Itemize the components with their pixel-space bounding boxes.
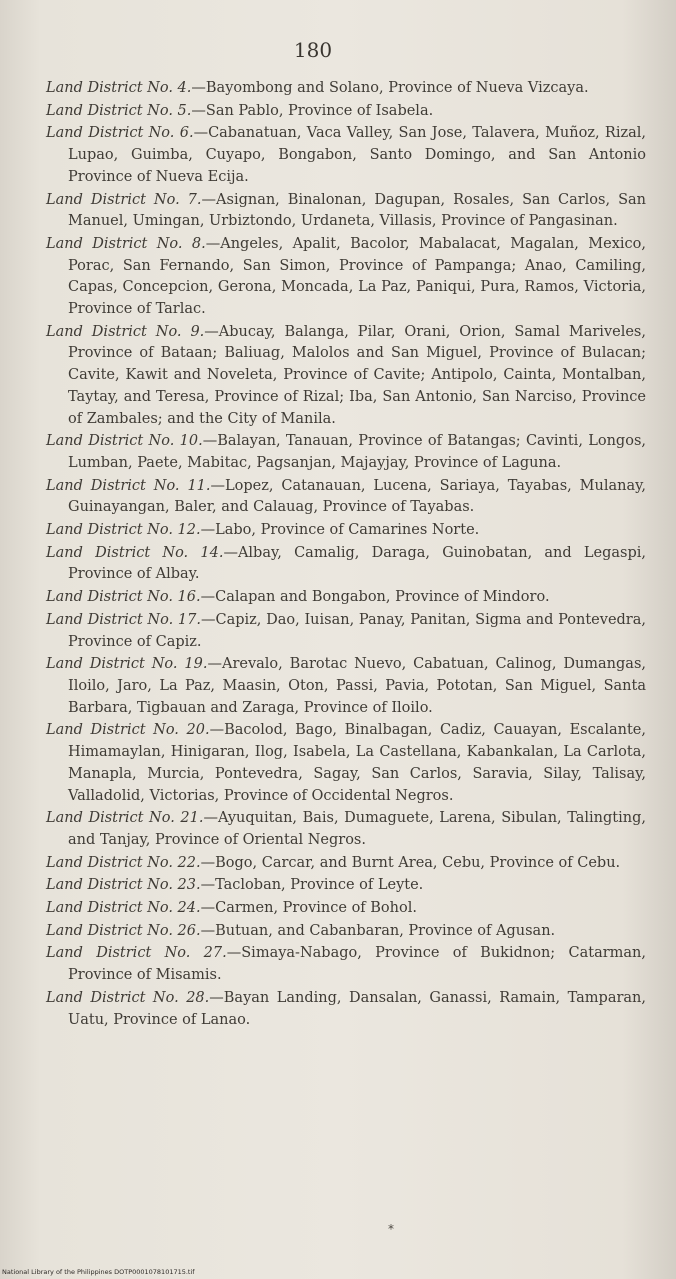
land-district-entry bbox=[46, 853, 646, 875]
land-district-label: Land District No. 4. bbox=[46, 80, 192, 96]
land-district-towns: —Butuan, and Cabanbaran, Province of Agusan. bbox=[200, 922, 556, 939]
land-district-towns: —Angeles, Apalit, Bacolor, Mabalacat, Magalan, Mexico, Porac, San Fernando, San Simon, Province of Pampanga; Anao, Camiling, Capas, Concepcion, Gerona, Moncada, La Paz, Paniqui, Pura, Ramos, Victoria, Province of Tarlac. bbox=[68, 235, 646, 318]
land-district-entry bbox=[46, 988, 646, 1031]
land-district-towns: —Lopez, Catanauan, Lucena, Sariaya, Tayabas, Mulanay, Guinayangan, Baler, and Calauag, Province of Tayabas. bbox=[68, 477, 646, 516]
land-district-towns: —Ayuquitan, Bais, Dumaguete, Larena, Sibulan, Talingting, and Tanjay, Province of Oriental Negros. bbox=[68, 810, 646, 848]
land-district-towns: —Bayombong and Solano, Province of Nueva Vizcaya. bbox=[191, 80, 589, 96]
land-district-towns: —Capiz, Dao, Iuisan, Panay, Panitan, Sigma and Pontevedra, Province of Capiz. bbox=[68, 611, 646, 650]
land-district-label: Land District No. 6. bbox=[46, 125, 194, 142]
land-district-entry bbox=[46, 543, 646, 586]
land-district-towns: —Albay, Camalig, Daraga, Guinobatan, and Legaspi, Province of Albay. bbox=[68, 544, 647, 583]
land-district-towns: —Bacolod, Bago, Binalbagan, Cadiz, Cauayan, Escalante, Himamaylan, Hinigaran, Ilog, Isabela, La Castellana, Kabankalan, La Carlota, Manapla, Murcia, Pontevedra, Sagay, San Carlos, Saravia, Silay, Talisay, Valladolid, Victorias, Province of Occidental Negros. bbox=[68, 722, 646, 804]
land-district-label: Land District No. 7. bbox=[46, 191, 202, 208]
page-number: 180 bbox=[293, 38, 333, 62]
land-district-label: Land District No. 11. bbox=[46, 477, 211, 494]
land-district-towns: —San Pablo, Province of Isabela. bbox=[191, 102, 434, 119]
land-district-entry bbox=[46, 78, 646, 100]
land-district-entry bbox=[46, 431, 646, 474]
land-district-towns: —Abucay, Balanga, Pilar, Orani, Orion, Samal Mariveles, Province of Bataan; Baliuag, Malolos and San Miguel, Province of Bulacan; Cavite, Kawit and Noveleta, Province of Cavite; Antipolo, Cainta, Montalban, Taytay, and Teresa, Province of Rizal; Iba, San Antonio, San Narciso, Province of Zambales; and the City of Manila. bbox=[68, 323, 646, 427]
land-district-towns: —Carmen, Province of Bohol. bbox=[200, 900, 417, 917]
land-district-label: Land District No. 16. bbox=[46, 589, 201, 606]
land-district-label: Land District No. 24. bbox=[46, 900, 201, 917]
land-district-towns: —Simaya-Nabago, Province of Bukidnon; Catarman, Province of Misamis. bbox=[68, 945, 646, 984]
scan-footer: National Library of the Philippines DOTP0001078101715.tif bbox=[2, 1268, 195, 1276]
land-district-label: Land District No. 5. bbox=[46, 102, 192, 119]
land-district-label: Land District No. 14. bbox=[46, 544, 224, 561]
land-district-entry bbox=[46, 808, 646, 851]
land-district-towns: —Labo, Province of Camarines Norte. bbox=[200, 522, 480, 539]
land-district-entry bbox=[46, 610, 646, 653]
land-district-towns: —Bayan Landing, Dansalan, Ganassi, Ramain, Tamparan, Uatu, Province of Lanao. bbox=[68, 989, 647, 1028]
land-district-towns: —Balayan, Tanauan, Province of Batangas; Cavinti, Longos, Lumban, Paete, Mabitac, Pagsanjan, Majayjay, Province of Laguna. bbox=[68, 433, 646, 471]
land-district-label: Land District No. 20. bbox=[46, 722, 210, 739]
land-district-label: Land District No. 23. bbox=[46, 877, 201, 894]
land-district-label: Land District No. 10. bbox=[46, 433, 203, 450]
land-district-list bbox=[46, 78, 646, 1032]
land-district-entry bbox=[46, 587, 646, 609]
land-district-entry bbox=[46, 476, 646, 519]
land-district-towns: —Arevalo, Barotac Nuevo, Cabatuan, Calinog, Dumangas, Iloilo, Jaro, La Paz, Maasin, Oton, Passi, Pavia, Pototan, San Miguel, Santa Barbara, Tigbauan and Zaraga, Province of Iloilo. bbox=[68, 656, 647, 716]
land-district-label: Land District No. 26. bbox=[46, 922, 201, 939]
ornament-mark: * bbox=[388, 1222, 394, 1236]
land-district-entry bbox=[46, 921, 646, 943]
land-district-entry bbox=[46, 190, 646, 233]
land-district-entry bbox=[46, 101, 646, 123]
land-district-towns: —Bogo, Carcar, and Burnt Area, Cebu, Province of Cebu. bbox=[200, 854, 621, 871]
land-district-entry bbox=[46, 875, 646, 897]
land-district-label: Land District No. 8. bbox=[46, 235, 206, 252]
land-district-towns: —Cabanatuan, Vaca Valley, San Jose, Talavera, Muñoz, Rizal, Lupao, Guimba, Cuyapo, Bongabon, Santo Domingo, and San Antonio Province of Nueva Ecija. bbox=[68, 125, 646, 185]
land-district-label: Land District No. 21. bbox=[46, 810, 204, 827]
land-district-label: Land District No. 19. bbox=[46, 656, 208, 673]
land-district-label: Land District No. 17. bbox=[46, 611, 201, 628]
land-district-label: Land District No. 22. bbox=[46, 854, 201, 871]
land-district-towns: —Tacloban, Province of Leyte. bbox=[200, 877, 424, 894]
land-district-entry bbox=[46, 898, 646, 920]
land-district-label: Land District No. 12. bbox=[46, 522, 201, 539]
land-district-entry bbox=[46, 520, 646, 542]
land-district-entry bbox=[46, 720, 646, 807]
land-district-entry bbox=[46, 943, 646, 986]
land-district-entry bbox=[46, 322, 646, 431]
land-district-towns: —Calapan and Bongabon, Province of Mindoro. bbox=[200, 589, 550, 606]
land-district-entry bbox=[46, 234, 646, 321]
land-district-entry bbox=[46, 123, 646, 188]
land-district-label: Land District No. 27. bbox=[46, 945, 227, 962]
land-district-label: Land District No. 9. bbox=[46, 323, 205, 340]
land-district-towns: —Asignan, Binalonan, Dagupan, Rosales, San Carlos, San Manuel, Umingan, Urbiztondo, Urdaneta, Villasis, Province of Pangasinan. bbox=[68, 191, 646, 230]
land-district-entry bbox=[46, 654, 646, 719]
land-district-label: Land District No. 28. bbox=[46, 989, 210, 1006]
